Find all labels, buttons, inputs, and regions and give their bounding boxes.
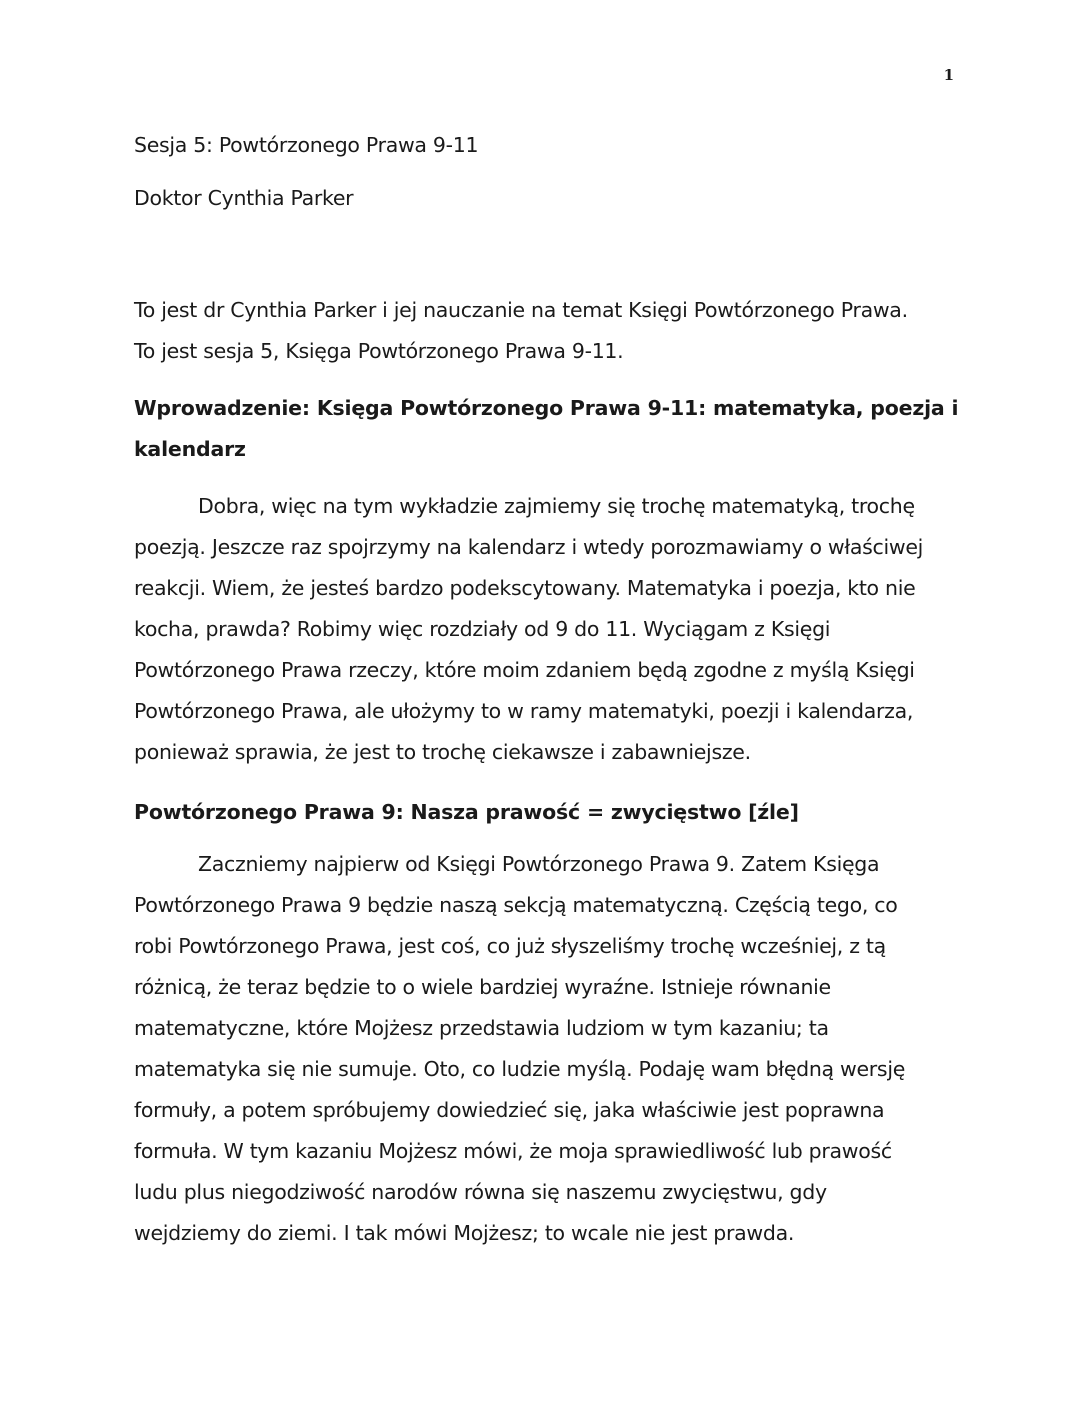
paragraph-line: wejdziemy do ziemi. I tak mówi Mojżesz; to wcale nie jest prawda. — [134, 1221, 795, 1245]
section-heading-introduction — [134, 388, 959, 470]
intro-paragraph — [134, 290, 956, 372]
document-title: Sesja 5: Powtórzonego Prawa 9-11 — [134, 133, 479, 157]
paragraph-line: reakcji. Wiem, że jesteś bardzo podekscytowany. Matematyka i poezja, kto nie — [134, 576, 916, 600]
paragraph-line: formuła. W tym kazaniu Mojżesz mówi, że moja sprawiedliwość lub prawość — [134, 1139, 892, 1163]
paragraph-line: różnicą, że teraz będzie to o wiele bardziej wyraźne. Istnieje równanie — [134, 975, 831, 999]
heading-line: Wprowadzenie: Księga Powtórzonego Prawa 9-11: matematyka, poezja i — [134, 396, 959, 420]
paragraph-line: ludu plus niegodziwość narodów równa się naszemu zwycięstwu, gdy — [134, 1180, 827, 1204]
paragraph-line: Dobra, więc na tym wykładzie zajmiemy się trochę matematyką, trochę — [198, 494, 915, 518]
intro-line: To jest dr Cynthia Parker i jej nauczanie na temat Księgi Powtórzonego Prawa. — [134, 298, 908, 322]
paragraph-line: matematyczne, które Mojżesz przedstawia ludziom w tym kazaniu; ta — [134, 1016, 829, 1040]
document-author: Doktor Cynthia Parker — [134, 186, 354, 210]
paragraph-line: Zaczniemy najpierw od Księgi Powtórzonego Prawa 9. Zatem Księga — [198, 852, 880, 876]
section-heading-deuteronomy-9 — [134, 792, 956, 833]
intro-line: To jest sesja 5, Księga Powtórzonego Prawa 9-11. — [134, 339, 624, 363]
paragraph-deuteronomy-9 — [134, 844, 956, 1254]
paragraph-line: matematyka się nie sumuje. Oto, co ludzie myślą. Podaję wam błędną wersję — [134, 1057, 906, 1081]
paragraph-line: Powtórzonego Prawa, ale ułożymy to w ramy matematyki, poezji i kalendarza, — [134, 699, 914, 723]
paragraph-line: formuły, a potem spróbujemy dowiedzieć się, jaka właściwie jest poprawna — [134, 1098, 885, 1122]
page-number: 1 — [943, 66, 954, 84]
paragraph-line: robi Powtórzonego Prawa, jest coś, co już słyszeliśmy trochę wcześniej, z tą — [134, 934, 886, 958]
heading-line: kalendarz — [134, 437, 246, 461]
paragraph-line: ponieważ sprawia, że jest to trochę ciekawsze i zabawniejsze. — [134, 740, 751, 764]
paragraph-introduction — [134, 486, 956, 773]
paragraph-line: Powtórzonego Prawa 9 będzie naszą sekcją matematyczną. Częścią tego, co — [134, 893, 898, 917]
heading-line: Powtórzonego Prawa 9: Nasza prawość = zwycięstwo [źle] — [134, 800, 799, 824]
paragraph-line: poezją. Jeszcze raz spojrzymy na kalendarz i wtedy porozmawiamy o właściwej — [134, 535, 924, 559]
paragraph-line: Powtórzonego Prawa rzeczy, które moim zdaniem będą zgodne z myślą Księgi — [134, 658, 915, 682]
paragraph-line: kocha, prawda? Robimy więc rozdziały od 9 do 11. Wyciągam z Księgi — [134, 617, 831, 641]
